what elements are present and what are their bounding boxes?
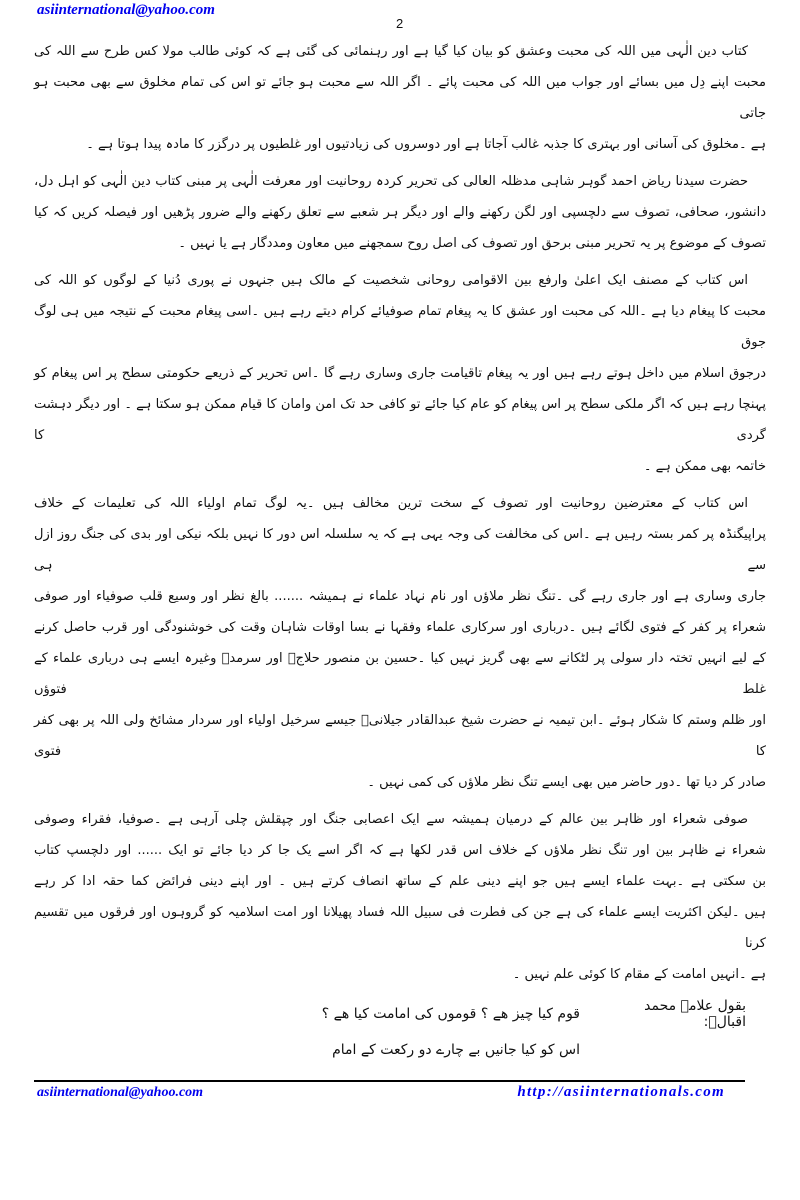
- text-line: شعراء پر کفر کے فتوی لگائے ہیں ۔درباری اور سرکاری علماء وفقہا نے بسا اوقات شاہان وقت کی خوشنودگی اور قرب حاصل کرنے: [34, 620, 766, 635]
- text-line: شعراء نے ظاہر بین اور تنگ نظر ملاؤں کے خلاف اس قدر لکھا ہے کہ اگر اسے یک جا کر دیا جائے تو ایک ...... اور دلچسپ کتاب: [34, 843, 766, 858]
- text-line: پہنچا رہے ہیں کہ اگر ملکی سطح پر اس پیغام کو عام کیا جائے تو کافی حد تک امن وامان کا قیام ممکن ہو سکتا ہے ۔ اور دیگر دہشت گردی کا: [34, 397, 766, 443]
- text-line: کتاب دین الٰہی میں اللہ کی محبت وعشق کو بیان کیا گیا ہے اور رہنمائی کی گئی ہے کہ کوئی طالب مولا کس طرح سے اللہ کی: [34, 44, 748, 59]
- page-footer: [34, 1080, 745, 1120]
- paragraph-critics: [34, 488, 766, 798]
- paragraph-sufi-poets: [34, 804, 766, 990]
- text-line: ہے ۔مخلوق کی آسانی اور بہتری کا جذبہ غالب آجاتا ہے اور دوسروں کی زیادتیوں اور غلطیوں پر درگزر کا مادہ پیدا ہوتا ہے ۔: [86, 137, 766, 152]
- text-line: اس کتاب کے معترضین روحانیت اور تصوف کے سخت ترین مخالف ہیں ۔یہ لوگ تمام اولیاء اللہ کی تعلیمات کے خلاف: [34, 496, 748, 511]
- quote-verse-line-1: قوم کیا چیز ھے ؟ قوموں کی امامت کیا ھے ؟: [321, 1006, 580, 1022]
- text-line: صادر کر دیا تھا ۔دور حاضر میں بھی ایسے تنگ نظر ملاؤں کی کمی نہیں ۔: [367, 775, 766, 790]
- footer-website-link[interactable]: http://asiinternationals.com: [517, 1084, 725, 1100]
- text-line: پراپیگنڈہ پر کمر بستہ رہیں ہے ۔اس کی مخالفت کی وجہ یہی ہے کہ یہ سلسلہ اس دور کا نہیں بلکہ نیکی اور بدی کی جنگ روز ازل سے ہی: [34, 527, 766, 573]
- text-line: بن سکتی ہے ۔بہت علماء ایسے ہیں جو اپنے دینی علم کے ساتھ انصاف کرتے ہیں ۔ اور اپنے دینی فرائض کما حقہ ادا کر رہے: [34, 874, 766, 889]
- quote-attribution: بقول علامہ محمد اقبالؒ:: [644, 998, 746, 1030]
- footer-divider: [34, 1080, 745, 1082]
- paragraph-recommendation: [34, 166, 766, 259]
- page-number: 2: [396, 16, 404, 31]
- text-line: محبت اپنے دِل میں بسائے اور جواب میں اللہ کی محبت پائے ۔ اگر اللہ سے محبت ہو جائے تو اس کی تمام مخلوق سے بھی محبت ہو جاتی: [34, 75, 766, 121]
- paragraph-intro: [34, 36, 766, 160]
- quote-verse-line-2: اس کو کیا جانیں بے چارے دو رکعت کے امام: [332, 1042, 580, 1058]
- text-line: اس کتاب کے مصنف ایک اعلیٰ وارفع بین الاقوامی روحانی شخصیت کے مالک ہیں جنہوں نے پوری دُنیا کے لوگوں کو اللہ کی: [34, 273, 748, 288]
- page-header: [34, 0, 766, 36]
- text-line: صوفی شعراء اور ظاہر بین عالم کے درمیان ہمیشہ سے ایک اعصابی جنگ اور چپقلش چلی آرہی ہے ۔صوفیا، فقراء وصوفی: [34, 812, 748, 827]
- text-line: ہیں ۔لیکن اکثریت ایسے علماء کی ہے جن کی فطرت فی سبیل اللہ فساد پھیلانا اور امت اسلامیہ کو گروہوں اور فرقوں میں تقسیم کرنا: [34, 905, 766, 951]
- iqbal-quote: [226, 996, 746, 1068]
- header-email-link[interactable]: asiinternational@yahoo.com: [37, 2, 215, 18]
- document-body: [34, 36, 766, 990]
- text-line: تصوف کے موضوع پر یہ تحریر مبنی برحق اور تصوف کی اصل روح سمجھنے میں معاون ومددگار ہے یا نہیں ۔: [178, 236, 766, 251]
- text-line: جاری وساری ہے اور جاری رہے گی ۔تنگ نظر ملاؤں اور نام نہاد علماء نے ہمیشہ ....... بالغ نظر اور وسیع قلب صوفیاء اور صوفی: [34, 589, 766, 604]
- footer-email-link[interactable]: asiinternational@yahoo.com: [37, 1085, 204, 1100]
- text-line: دانشور، صحافی، تصوف سے دلچسپی اور لگن رکھنے والے اور دیگر ہر شعبے سے تعلق رکھنے والے ضرور پڑھیں اور فیصلہ کریں کہ کیا: [34, 205, 766, 220]
- text-line: ہے ۔انہیں امامت کے مقام کا کوئی علم نہیں ۔: [512, 967, 766, 982]
- text-line: کے لیے انہیں تختہ دار سولی پر لٹکانے سے بھی گریز نہیں کیا ۔حسین بن منصور حلاجؒ اور سرمدؒ وغیرہ ایسے ہی درباری علماء کے غلط فتوؤں: [34, 651, 766, 697]
- paragraph-author: [34, 265, 766, 482]
- text-line: درجوق اسلام میں داخل ہوتے رہے ہیں اور یہ پیغام تاقیامت جاری وساری رہے گا ۔اس تحریر کے ذریعے حکومتی سطح پر اس پیغام کو: [34, 366, 766, 381]
- text-line: خاتمہ بھی ممکن ہے ۔: [643, 459, 766, 474]
- text-line: محبت کا پیغام دیا ہے ۔اللہ کی محبت اور عشق کا یہ پیغام تمام صوفیائے کرام دیتے رہے ہیں ۔اسی پیغام محبت کے نتیجہ میں ہی لوگ جوق: [34, 304, 766, 350]
- text-line: حضرت سیدنا ریاض احمد گوہر شاہی مدظلہ العالی کی تحریر کردہ روحانیت اور معرفت الٰہی پر مبنی کتاب دین الٰہی کو اہل دل،: [34, 174, 748, 189]
- text-line: اور ظلم وستم کا شکار ہوئے ۔ابن تیمیہ نے حضرت شیخ عبدالقادر جیلانیؓ جیسے سرخیل اولیاء اور سردار مشائخ ولی اللہ پر بھی کفر کا فتوی: [34, 713, 766, 759]
